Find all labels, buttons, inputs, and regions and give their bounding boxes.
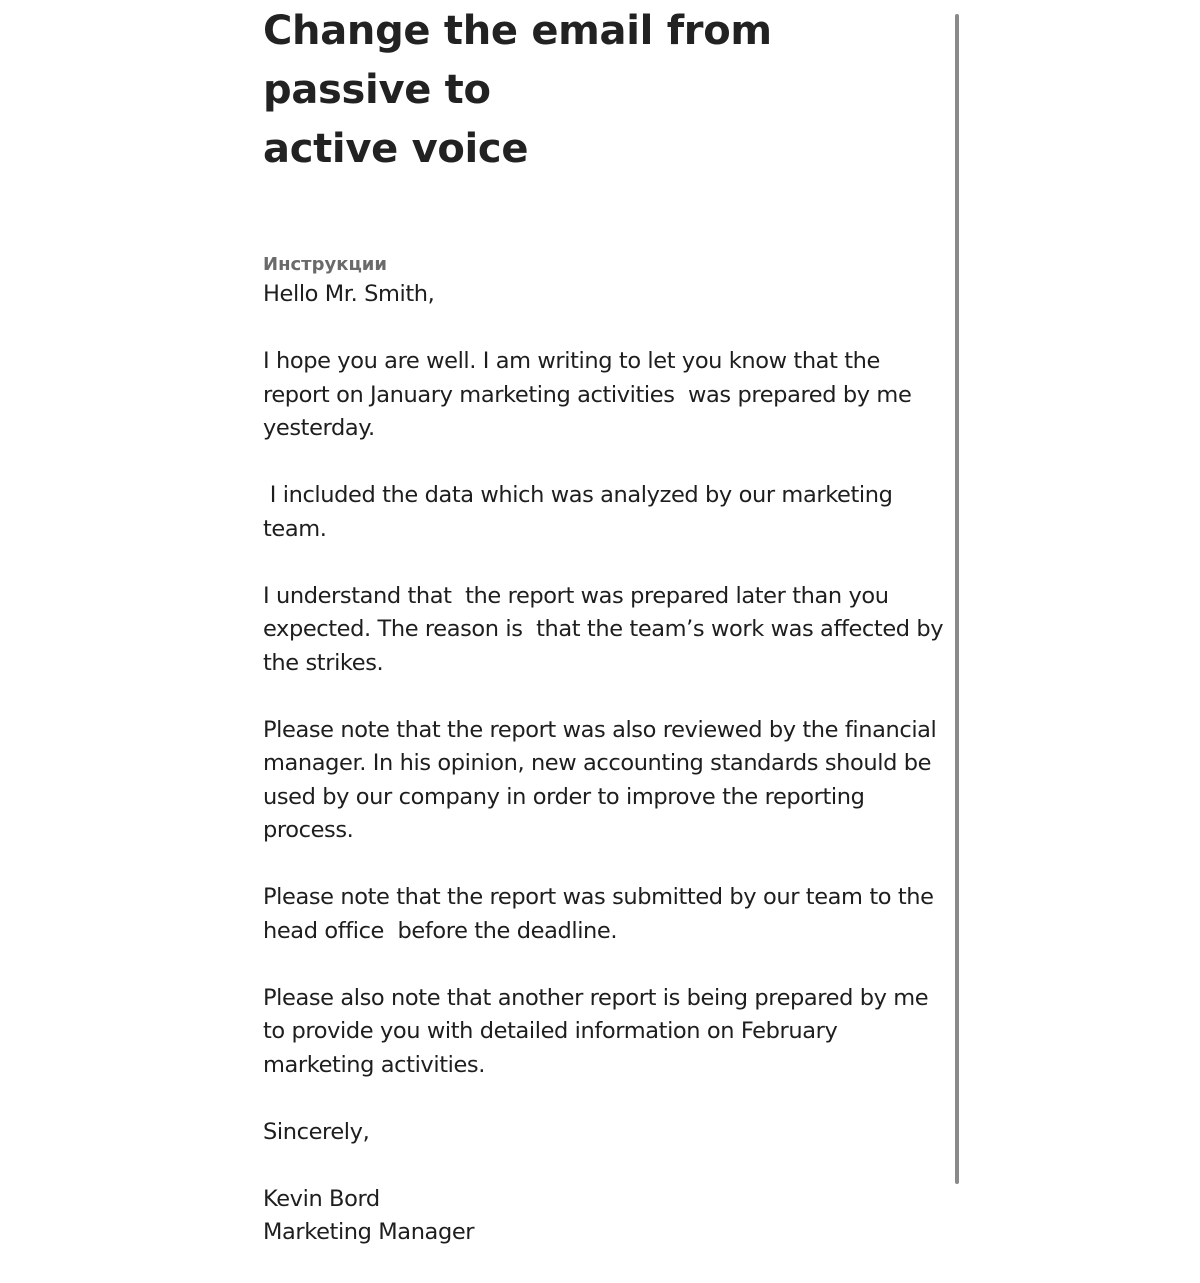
instructions-label: Инструкции (263, 254, 388, 275)
email-closing (263, 1116, 943, 1150)
signature-title: Marketing Manager (263, 1219, 475, 1245)
email-line: Hello Mr. Smith, (263, 281, 435, 307)
scrollbar-thumb[interactable] (955, 14, 959, 1184)
email-line: I included the data which was analyzed by our marketing (263, 482, 893, 508)
email-line: team. (263, 515, 327, 542)
email-line: Please note that the report was also reviewed by the financial (263, 716, 937, 743)
task-title-line: Change the email from passive to (263, 8, 772, 113)
email-line: used by our company in order to improve the reporting (263, 783, 865, 810)
email-line: yesterday. (263, 415, 375, 441)
task-title (263, 0, 943, 179)
email-line: report on January marketing activities was prepared by me (263, 381, 912, 408)
email-paragraph (263, 714, 943, 848)
signature-name: Kevin Bord (263, 1185, 380, 1212)
email-line: marketing activities. (263, 1051, 485, 1078)
email-line: I understand that the report was prepared later than you (263, 582, 889, 609)
email-line: Please also note that another report is being prepared by me (263, 984, 929, 1011)
scrollbar[interactable] (954, 14, 960, 1184)
email-paragraph (263, 982, 943, 1083)
email-line: manager. In his opinion, new accounting standards should be (263, 750, 932, 776)
email-line: I hope you are well. I am writing to let you know that the (263, 348, 880, 374)
email-line: process. (263, 817, 354, 843)
email-line: to provide you with detailed information on February (263, 1018, 838, 1044)
email-paragraph (263, 345, 943, 446)
email-line: head office before the deadline. (263, 917, 618, 944)
email-signature (263, 1183, 943, 1250)
email-line: Sincerely, (263, 1118, 370, 1145)
task-title-line: active voice (263, 126, 529, 172)
task-content (263, 0, 943, 1283)
email-paragraph (263, 881, 943, 948)
email-line: the strikes. (263, 649, 384, 676)
email-body (263, 278, 943, 1250)
email-line: Please note that the report was submitted by our team to the (263, 884, 934, 910)
email-paragraph (263, 580, 943, 681)
email-greeting (263, 278, 943, 312)
email-line: expected. The reason is that the team’s work was affected by (263, 616, 944, 642)
email-paragraph (263, 479, 943, 546)
